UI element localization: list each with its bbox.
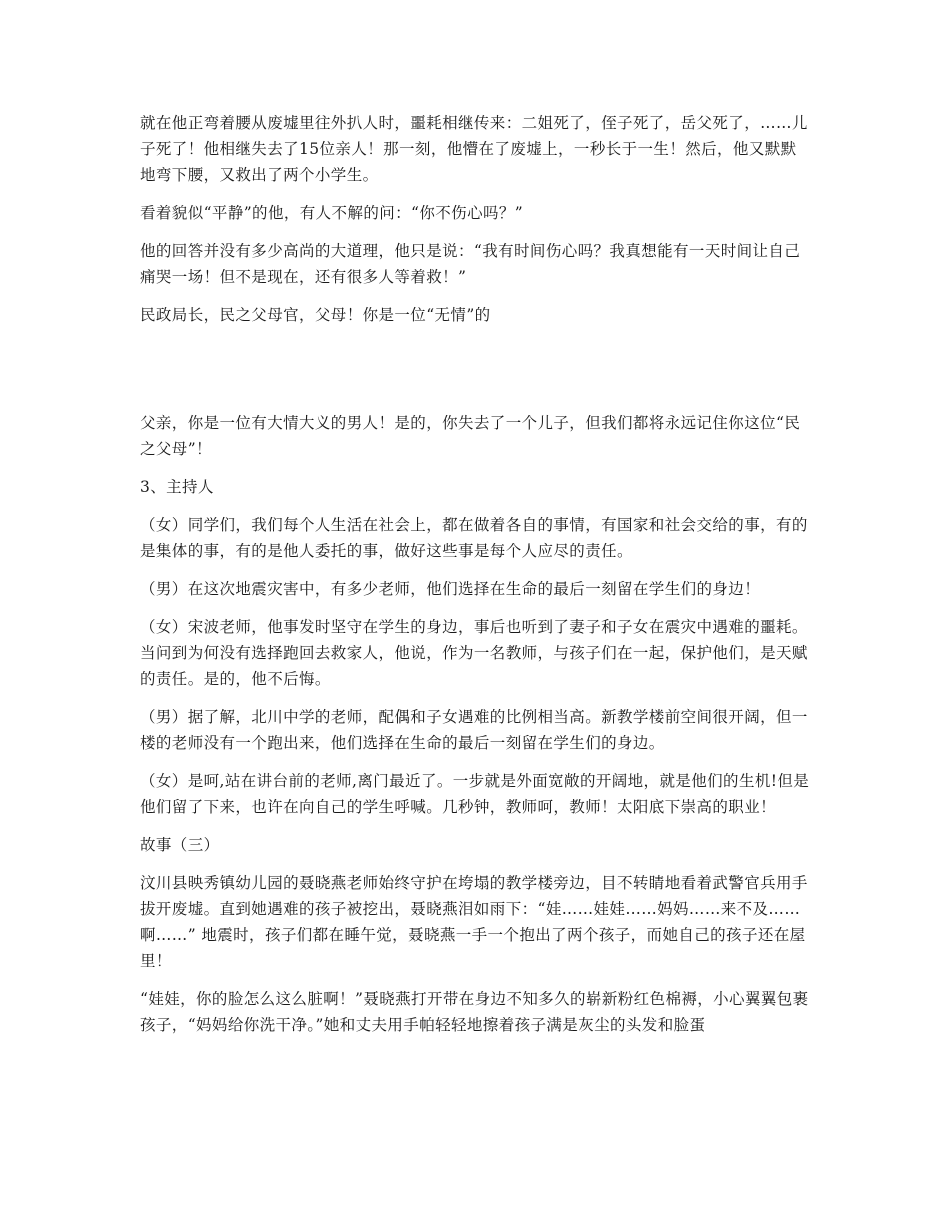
section-heading: 3、主持人 — [140, 478, 214, 496]
paragraph: 看着貌似“平静”的他，有人不解的问：“你不伤心吗？” — [140, 204, 524, 222]
paragraph: （女）同学们，我们每个人生活在社会上，都在做着各自的事情，有国家和社会交给的事，有的是集体的事，有的是他人委托的事，做好这些事是每个人应尽的责任。 — [140, 516, 808, 560]
paragraph: （男）在这次地震灾害中，有多少老师，他们选择在生命的最后一刻留在学生们的身边！ — [140, 580, 761, 598]
paragraph: “娃娃，你的脸怎么这么脏啊！”聂晓燕打开带在身边不知多久的崭新粉红色棉褥，小心翼翼包裹孩子，“妈妈给你洗干净。”她和丈夫用手帕轻轻地擦着孩子满是灰尘的头发和脸蛋 — [140, 990, 809, 1034]
paragraph: 父亲，你是一位有大情大义的男人！是的，你失去了一个儿子，但我们都将永远记住你这位“民之父母”！ — [140, 414, 801, 458]
paragraph: （女）是呵,站在讲台前的老师,离门最近了。一步就是外面宽敞的开阔地，就是他们的生机!但是他们留了下来，也许在向自己的学生呼喊。几秒钟，教师呵，教师！太阳底下崇高的职业！ — [140, 772, 810, 816]
paragraph: 汶川县映秀镇幼儿园的聂晓燕老师始终守护在垮塌的教学楼旁边，目不转睛地看着武警官兵用手拔开废墟。直到她遇难的孩子被挖出，聂晓燕泪如雨下：“娃……娃娃……妈妈……来不及……啊……” 地震时，孩子们都在睡午觉，聂晓燕一手一个抱出了两个孩子，而她自己的孩子还在屋里！ — [140, 874, 808, 970]
section-heading: 故事（三） — [140, 836, 220, 854]
text-section-top — [140, 110, 812, 328]
paragraph: （女）宋波老师，他事发时坚守在学生的身边，事后也听到了妻子和子女在震灾中遇难的噩耗。当问到为何没有选择跑回去救家人，他说，作为一名教师，与孩子们在一起，保护他们，是天赋的责任。是的，他不后悔。 — [140, 618, 808, 688]
paragraph: 就在他正弯着腰从废墟里往外扒人时，噩耗相继传来：二姐死了，侄子死了，岳父死了，……儿子死了！他相继失去了15位亲人！那一刻，他懵在了废墟上，一秒长于一生！然后，他又默默地弯下腰，又救出了两个小学生。 — [140, 114, 808, 184]
paragraph: 他的回答并没有多少高尚的大道理，他只是说：“我有时间伤心吗？我真想能有一天时间让自己痛哭一场！但不是现在，还有很多人等着救！” — [140, 242, 801, 286]
paragraph: 民政局长，民之父母官，父母！你是一位“无情”的 — [140, 306, 491, 324]
paragraph: （男）据了解，北川中学的老师，配偶和子女遇难的比例相当高。新教学楼前空间很开阔，但一楼的老师没有一个跑出来，他们选择在生命的最后一刻留在学生们的身边。 — [140, 708, 808, 752]
text-section-bottom — [140, 410, 812, 1038]
